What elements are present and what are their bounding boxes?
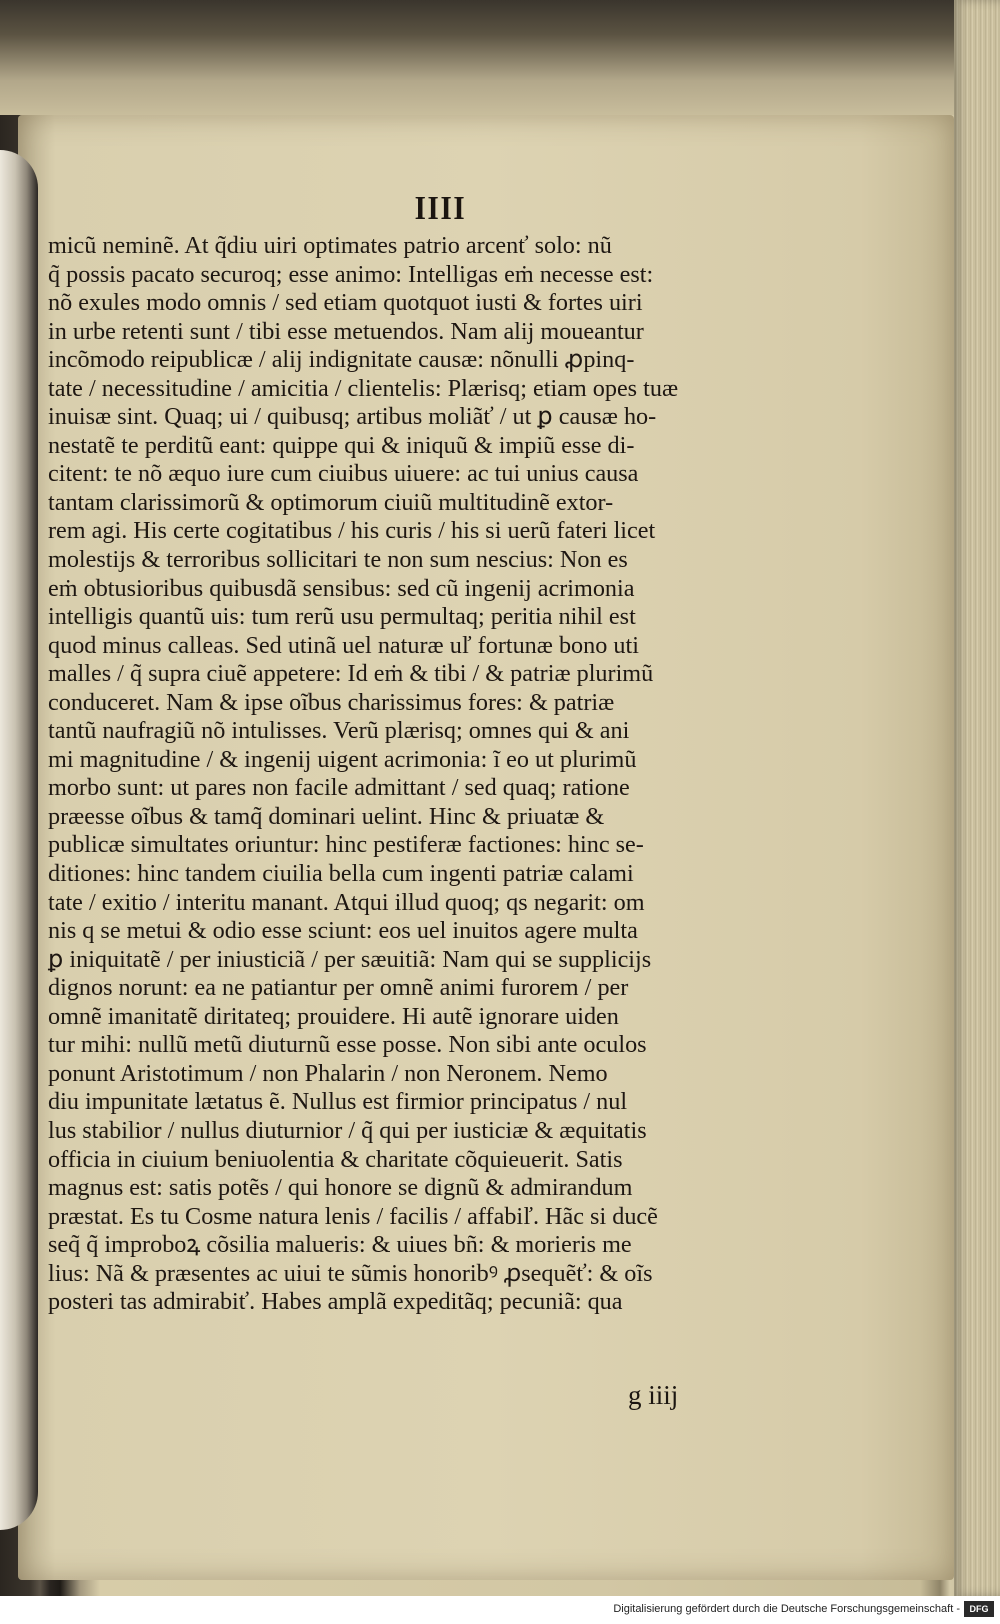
- digitization-footer: [0, 1596, 1000, 1624]
- text-line: lus stabilior / nullus diuturnior / q̃ qui per iusticiæ & æquitatis: [48, 1116, 647, 1144]
- text-line: incõmodo reipublicæ / alij indignitate causæ: nõnulli ꝓpinq-: [48, 346, 635, 374]
- text-line: q̃ possis pacato securoq; esse animo: Intelligas eṁ necesse est:: [48, 260, 654, 288]
- text-line: diu impunitate lætatus ẽ. Nullus est firmior principatus / nul: [48, 1088, 628, 1116]
- text-line: tantũ naufragiũ nõ intulisses. Verũ plærisq; omnes qui & ani: [48, 717, 630, 745]
- text-line: quod minus calleas. Sed utinã uel naturæ uľ fortunæ bono uti: [48, 631, 639, 659]
- text-line: præesse oĩbus & tamq̃ dominari uelint. Hinc & priuatæ &: [48, 802, 605, 830]
- signature-mark: g iiij: [628, 1380, 679, 1410]
- text-line: magnus est: satis potẽs / qui honore se dignũ & admirandum: [48, 1174, 633, 1202]
- text-line: inuisæ sint. Quaq; ui / quibusq; artibus moliãť / ut ꝑ causæ ho-: [48, 403, 657, 431]
- text-line: posteri tas admirabiť. Habes amplã expeditãq; pecuniã: qua: [48, 1288, 623, 1316]
- page-text: [48, 232, 760, 1317]
- text-line: tantam clarissimorũ & optimorum ciuiũ multitudinẽ extor-: [48, 488, 614, 516]
- page-stack-edge: [954, 0, 1000, 1596]
- text-line: seq̃ q̃ improboꝝ cõsilia malueris: & uiues bñ: & morieris me: [48, 1231, 632, 1259]
- text-line: officia in ciuium beniuolentia & charitate cõquieuerit. Satis: [48, 1145, 623, 1173]
- text-line: tur mihi: nullũ metũ diuturnũ esse posse. Non sibi ante oculos: [48, 1031, 647, 1059]
- text-line: omnẽ imanitatẽ diritateq; prouidere. Hi autẽ ignorare uiden: [48, 1002, 619, 1030]
- book-top-edge: [0, 0, 1000, 115]
- text-line: ꝑ iniquitatẽ / per iniusticiã / per sæuitiã: Nam qui se supplicijs: [48, 945, 652, 973]
- funding-credit: Digitalisierung gefördert durch die Deutsche Forschungsgemeinschaft -: [613, 1603, 960, 1615]
- text-line: citent: te nõ æquo iure cum ciuibus uiuere: ac tui unius causa: [48, 460, 639, 488]
- text-line: mi magnitudine / & ingenij uigent acrimonia: ĩ eo ut plurimũ: [48, 745, 637, 773]
- text-line: nis q se metui & odio esse sciunt: eos uel inuitos agere multa: [48, 917, 638, 945]
- text-line: lius: Nã & præsentes ac uiui te sũmis honoribꝰ ꝓsequẽť: & oĩs: [48, 1259, 653, 1287]
- facing-page-curl: [0, 150, 38, 1530]
- folio-number: IIII: [414, 190, 467, 227]
- text-line: micũ neminẽ. At q̃diu uiri optimates patrio arcenť solo: nũ: [48, 232, 612, 259]
- text-line: ponunt Aristotimum / non Phalarin / non Neronem. Nemo: [48, 1059, 608, 1087]
- text-line: eṁ obtusioribus quibusdã sensibus: sed cũ ingenij acrimonia: [48, 574, 635, 602]
- text-line: tate / exitio / interitu manant. Atqui illud quoq; qs negarit: om: [48, 888, 645, 916]
- text-line: morbo sunt: ut pares non facile admittant / sed quaq; ratione: [48, 774, 630, 802]
- text-line: molestijs & terroribus sollicitari te non sum nescius: Non es: [48, 546, 628, 574]
- text-line: tate / necessitudine / amicitia / clientelis: Plærisq; etiam opes tuæ: [48, 374, 679, 402]
- text-line: nõ exules modo omnis / sed etiam quotquot iusti & fortes uiri: [48, 289, 643, 317]
- text-line: in urbe retenti sunt / tibi esse metuendos. Nam alij moueantur: [48, 317, 644, 345]
- text-line: ditiones: hinc tandem ciuilia bella cum ingenti patriæ calami: [48, 860, 634, 888]
- dfg-logo: DFG: [964, 1601, 994, 1617]
- text-line: intelligis quantũ uis: tum rerũ usu permultaq; peritia nihil est: [48, 603, 636, 631]
- text-line: nestatẽ te perditũ eant: quippe qui & iniquũ & impiũ esse di-: [48, 431, 635, 459]
- text-line: rem agi. His certe cogitatibus / his curis / his si uerũ fateri licet: [48, 517, 656, 545]
- text-line: publicæ simultates oriuntur: hinc pestiferæ factiones: hinc se-: [48, 831, 644, 859]
- text-line: præstat. Es tu Cosme natura lenis / facilis / affabiľ. Hãc si ducẽ: [48, 1202, 658, 1230]
- text-line: malles / q̃ supra ciuẽ appetere: Id eṁ & tibi / & patriæ plurimũ: [48, 660, 654, 688]
- text-line: conduceret. Nam & ipse oĩbus charissimus fores: & patriæ: [48, 688, 615, 716]
- text-line: dignos norunt: ea ne patiantur per omnẽ animi furorem / per: [48, 974, 629, 1002]
